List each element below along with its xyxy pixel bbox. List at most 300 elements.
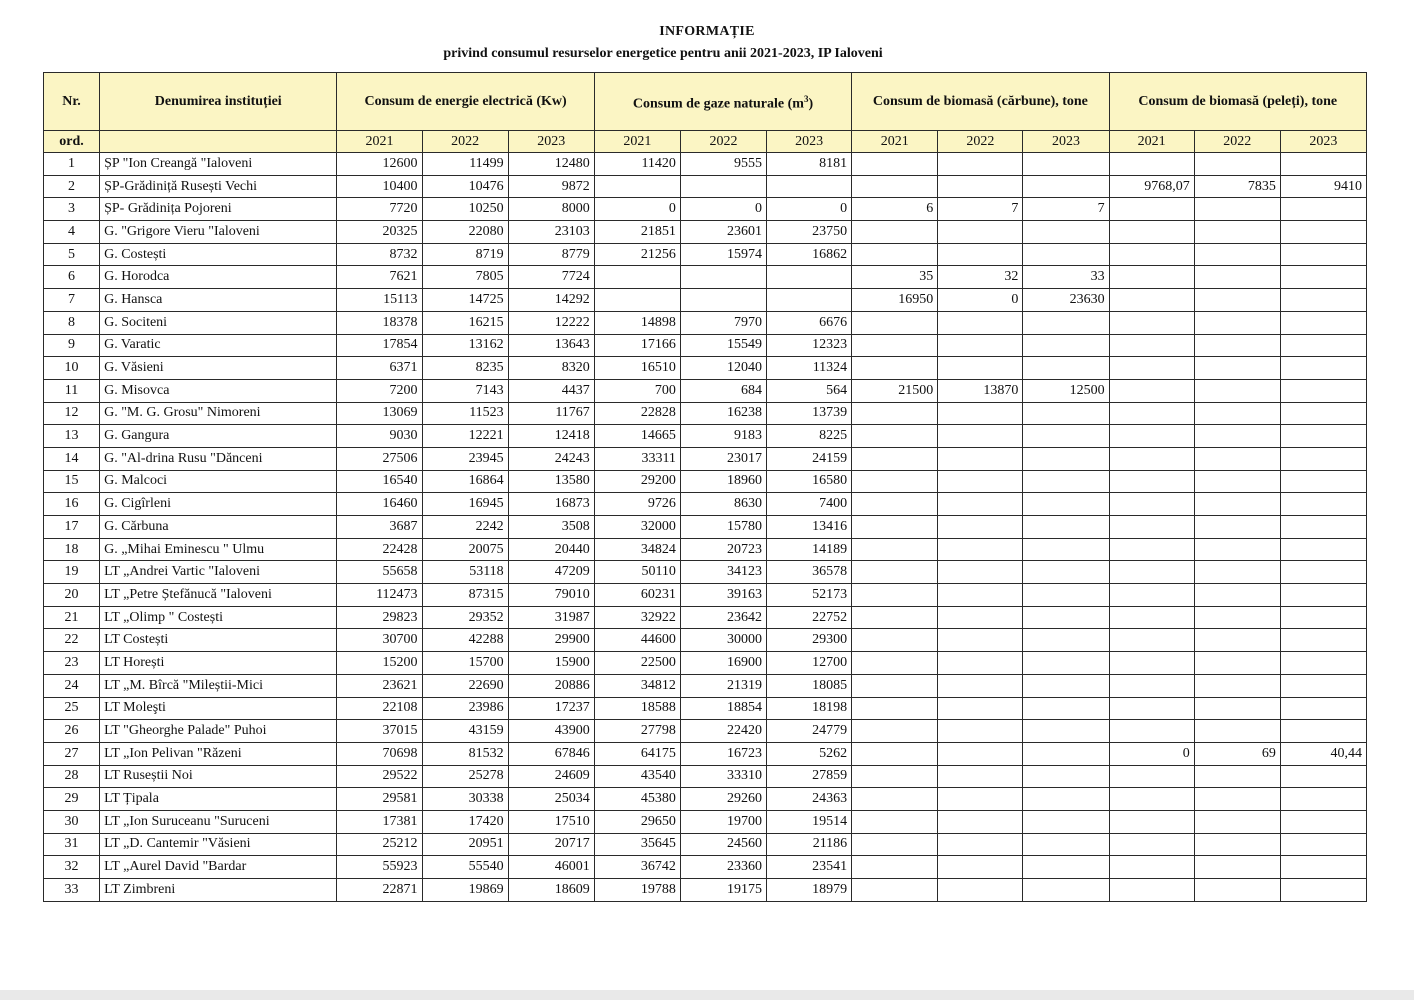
- row-number: 5: [44, 243, 100, 266]
- cell-gas-2022: 19175: [680, 879, 766, 902]
- cell-el-2023: 13643: [508, 334, 594, 357]
- year-coal-2021: 2021: [852, 131, 938, 153]
- cell-pel-2022: [1194, 470, 1280, 493]
- row-number: 32: [44, 856, 100, 879]
- cell-gas-2022: 16723: [680, 742, 766, 765]
- institution-name: LT „Ion Suruceanu "Suruceni: [100, 810, 337, 833]
- row-number: 14: [44, 447, 100, 470]
- cell-gas-2022: 15974: [680, 243, 766, 266]
- cell-el-2023: 12418: [508, 425, 594, 448]
- cell-el-2022: 16864: [422, 470, 508, 493]
- year-coal-2022: 2022: [938, 131, 1023, 153]
- row-number: 31: [44, 833, 100, 856]
- cell-el-2023: 24609: [508, 765, 594, 788]
- cell-coal-2021: [852, 221, 938, 244]
- cell-gas-2022: 20723: [680, 538, 766, 561]
- cell-el-2021: 16460: [337, 493, 422, 516]
- cell-el-2023: 12222: [508, 311, 594, 334]
- header-gas-sup: 3: [803, 93, 809, 104]
- cell-gas-2022: 34123: [680, 561, 766, 584]
- cell-el-2022: 23945: [422, 447, 508, 470]
- institution-name: ȘP-Grădiniță Rusești Vechi: [100, 175, 337, 198]
- table-row: [44, 606, 1367, 629]
- cell-coal-2023: [1023, 493, 1109, 516]
- cell-gas-2021: 34824: [594, 538, 680, 561]
- cell-coal-2023: [1023, 879, 1109, 902]
- scan-bottom-edge: [0, 990, 1414, 1000]
- institution-name: LT „Ion Pelivan "Răzeni: [100, 742, 337, 765]
- cell-gas-2023: 13416: [767, 516, 852, 539]
- cell-el-2021: 37015: [337, 720, 422, 743]
- cell-el-2022: 8719: [422, 243, 508, 266]
- cell-coal-2021: [852, 765, 938, 788]
- table-row: [44, 538, 1367, 561]
- cell-el-2022: 10250: [422, 198, 508, 221]
- cell-el-2021: 27506: [337, 447, 422, 470]
- cell-coal-2023: [1023, 221, 1109, 244]
- institution-name: LT Moleşti: [100, 697, 337, 720]
- cell-coal-2021: [852, 629, 938, 652]
- row-number: 30: [44, 810, 100, 833]
- cell-coal-2023: [1023, 175, 1109, 198]
- row-number: 9: [44, 334, 100, 357]
- cell-pel-2022: [1194, 584, 1280, 607]
- cell-gas-2023: 18979: [767, 879, 852, 902]
- cell-coal-2021: [852, 493, 938, 516]
- cell-gas-2023: 24363: [767, 788, 852, 811]
- cell-coal-2022: [938, 357, 1023, 380]
- cell-coal-2021: [852, 243, 938, 266]
- cell-gas-2022: [680, 289, 766, 312]
- cell-coal-2022: [938, 606, 1023, 629]
- row-number: 7: [44, 289, 100, 312]
- cell-el-2022: 55540: [422, 856, 508, 879]
- institution-name: G. Varatic: [100, 334, 337, 357]
- table-row: [44, 198, 1367, 221]
- cell-coal-2021: [852, 538, 938, 561]
- header-gas-end: ): [808, 96, 814, 112]
- cell-el-2021: 6371: [337, 357, 422, 380]
- cell-gas-2022: 9183: [680, 425, 766, 448]
- cell-el-2021: 30700: [337, 629, 422, 652]
- cell-gas-2022: 16238: [680, 402, 766, 425]
- cell-el-2023: 8779: [508, 243, 594, 266]
- cell-gas-2021: 19788: [594, 879, 680, 902]
- cell-gas-2023: 19514: [767, 810, 852, 833]
- cell-gas-2022: 23017: [680, 447, 766, 470]
- header-name-blank: [100, 131, 337, 153]
- cell-gas-2021: 700: [594, 379, 680, 402]
- cell-pel-2021: [1109, 652, 1194, 675]
- institution-name: LT „Aurel David "Bardar: [100, 856, 337, 879]
- cell-pel-2022: 69: [1194, 742, 1280, 765]
- cell-el-2021: 29522: [337, 765, 422, 788]
- table-row: [44, 243, 1367, 266]
- cell-pel-2021: [1109, 697, 1194, 720]
- row-number: 29: [44, 788, 100, 811]
- cell-el-2023: 17510: [508, 810, 594, 833]
- cell-coal-2023: 7: [1023, 198, 1109, 221]
- header-coal: Consum de biomasă (cărbune), tone: [852, 73, 1109, 131]
- cell-el-2022: 81532: [422, 742, 508, 765]
- cell-coal-2022: [938, 652, 1023, 675]
- cell-gas-2021: 36742: [594, 856, 680, 879]
- institution-name: G. Cărbuna: [100, 516, 337, 539]
- table-row: [44, 334, 1367, 357]
- cell-coal-2021: [852, 153, 938, 176]
- cell-coal-2021: [852, 584, 938, 607]
- cell-el-2021: 12600: [337, 153, 422, 176]
- cell-coal-2023: [1023, 357, 1109, 380]
- cell-gas-2021: 29200: [594, 470, 680, 493]
- cell-pel-2021: [1109, 879, 1194, 902]
- energy-consumption-table: [43, 72, 1367, 902]
- cell-gas-2021: 33311: [594, 447, 680, 470]
- cell-coal-2022: 13870: [938, 379, 1023, 402]
- cell-coal-2021: [852, 606, 938, 629]
- cell-el-2023: 20717: [508, 833, 594, 856]
- cell-pel-2021: [1109, 334, 1194, 357]
- row-number: 1: [44, 153, 100, 176]
- cell-pel-2023: [1280, 765, 1366, 788]
- cell-el-2022: 8235: [422, 357, 508, 380]
- cell-pel-2023: [1280, 153, 1366, 176]
- row-number: 11: [44, 379, 100, 402]
- row-number: 24: [44, 674, 100, 697]
- cell-pel-2021: [1109, 425, 1194, 448]
- cell-coal-2022: [938, 243, 1023, 266]
- cell-gas-2021: 60231: [594, 584, 680, 607]
- cell-el-2021: 29823: [337, 606, 422, 629]
- cell-coal-2023: [1023, 561, 1109, 584]
- cell-el-2023: 4437: [508, 379, 594, 402]
- cell-gas-2023: 29300: [767, 629, 852, 652]
- cell-el-2023: 20440: [508, 538, 594, 561]
- cell-pel-2023: [1280, 538, 1366, 561]
- institution-name: G. "M. G. Grosu" Nimoreni: [100, 402, 337, 425]
- cell-coal-2023: [1023, 833, 1109, 856]
- cell-el-2021: 22428: [337, 538, 422, 561]
- cell-gas-2023: 18085: [767, 674, 852, 697]
- cell-gas-2021: [594, 289, 680, 312]
- cell-el-2022: 13162: [422, 334, 508, 357]
- cell-gas-2021: 50110: [594, 561, 680, 584]
- cell-coal-2021: [852, 425, 938, 448]
- cell-el-2023: 9872: [508, 175, 594, 198]
- cell-coal-2022: [938, 742, 1023, 765]
- institution-name: G. "Al-drina Rusu "Dănceni: [100, 447, 337, 470]
- cell-el-2023: 13580: [508, 470, 594, 493]
- cell-gas-2022: 29260: [680, 788, 766, 811]
- cell-el-2023: 16873: [508, 493, 594, 516]
- year-gas-2021: 2021: [594, 131, 680, 153]
- cell-coal-2021: [852, 470, 938, 493]
- cell-gas-2021: [594, 266, 680, 289]
- year-el-2023: 2023: [508, 131, 594, 153]
- cell-pel-2023: 40,44: [1280, 742, 1366, 765]
- cell-el-2023: 25034: [508, 788, 594, 811]
- cell-gas-2021: [594, 175, 680, 198]
- cell-gas-2023: 27859: [767, 765, 852, 788]
- cell-el-2023: 23103: [508, 221, 594, 244]
- cell-pel-2021: [1109, 516, 1194, 539]
- cell-coal-2021: [852, 810, 938, 833]
- cell-el-2021: 7720: [337, 198, 422, 221]
- cell-pel-2022: [1194, 561, 1280, 584]
- cell-gas-2021: 29650: [594, 810, 680, 833]
- cell-el-2023: 46001: [508, 856, 594, 879]
- cell-gas-2021: 64175: [594, 742, 680, 765]
- table-row: [44, 175, 1367, 198]
- cell-pel-2023: [1280, 561, 1366, 584]
- cell-pel-2022: [1194, 516, 1280, 539]
- cell-gas-2022: 0: [680, 198, 766, 221]
- cell-coal-2021: [852, 697, 938, 720]
- year-gas-2022: 2022: [680, 131, 766, 153]
- cell-pel-2022: [1194, 493, 1280, 516]
- row-number: 19: [44, 561, 100, 584]
- cell-coal-2022: 32: [938, 266, 1023, 289]
- header-pellets: Consum de biomasă (peleți), tone: [1109, 73, 1366, 131]
- cell-coal-2022: [938, 833, 1023, 856]
- cell-el-2021: 3687: [337, 516, 422, 539]
- header-gas: [594, 73, 851, 131]
- cell-el-2023: 24243: [508, 447, 594, 470]
- cell-gas-2023: 24159: [767, 447, 852, 470]
- header-nr: Nr.: [44, 73, 100, 131]
- cell-gas-2023: 16580: [767, 470, 852, 493]
- cell-el-2023: 18609: [508, 879, 594, 902]
- cell-gas-2023: 18198: [767, 697, 852, 720]
- cell-pel-2023: [1280, 198, 1366, 221]
- cell-gas-2021: 34812: [594, 674, 680, 697]
- cell-coal-2021: [852, 652, 938, 675]
- cell-pel-2022: [1194, 674, 1280, 697]
- cell-coal-2023: [1023, 470, 1109, 493]
- cell-gas-2021: 32922: [594, 606, 680, 629]
- table-row: [44, 629, 1367, 652]
- cell-pel-2023: [1280, 357, 1366, 380]
- cell-el-2022: 2242: [422, 516, 508, 539]
- cell-coal-2023: [1023, 720, 1109, 743]
- cell-gas-2022: 16900: [680, 652, 766, 675]
- table-row: [44, 493, 1367, 516]
- cell-el-2023: 14292: [508, 289, 594, 312]
- year-pel-2021: 2021: [1109, 131, 1194, 153]
- institution-name: LT Horești: [100, 652, 337, 675]
- cell-el-2021: 18378: [337, 311, 422, 334]
- cell-gas-2022: 23642: [680, 606, 766, 629]
- cell-coal-2022: [938, 425, 1023, 448]
- cell-pel-2022: [1194, 198, 1280, 221]
- table-row: [44, 879, 1367, 902]
- cell-gas-2023: 7400: [767, 493, 852, 516]
- cell-pel-2022: [1194, 311, 1280, 334]
- cell-pel-2021: [1109, 153, 1194, 176]
- cell-gas-2023: 13739: [767, 402, 852, 425]
- cell-el-2022: 30338: [422, 788, 508, 811]
- cell-coal-2023: [1023, 402, 1109, 425]
- cell-pel-2022: [1194, 153, 1280, 176]
- cell-coal-2022: [938, 311, 1023, 334]
- cell-pel-2022: [1194, 334, 1280, 357]
- cell-coal-2023: [1023, 606, 1109, 629]
- row-number: 27: [44, 742, 100, 765]
- cell-coal-2022: 0: [938, 289, 1023, 312]
- cell-pel-2022: [1194, 788, 1280, 811]
- header-row: [44, 73, 1367, 131]
- cell-gas-2021: 11420: [594, 153, 680, 176]
- cell-coal-2021: 16950: [852, 289, 938, 312]
- cell-pel-2022: [1194, 856, 1280, 879]
- row-number: 20: [44, 584, 100, 607]
- cell-pel-2023: [1280, 402, 1366, 425]
- cell-gas-2021: 21851: [594, 221, 680, 244]
- cell-pel-2021: [1109, 765, 1194, 788]
- row-number: 4: [44, 221, 100, 244]
- cell-el-2021: 70698: [337, 742, 422, 765]
- cell-gas-2022: 18960: [680, 470, 766, 493]
- cell-gas-2023: 22752: [767, 606, 852, 629]
- cell-coal-2023: 12500: [1023, 379, 1109, 402]
- cell-gas-2021: 18588: [594, 697, 680, 720]
- cell-coal-2023: [1023, 652, 1109, 675]
- cell-el-2021: 23621: [337, 674, 422, 697]
- row-number: 16: [44, 493, 100, 516]
- table-row: [44, 652, 1367, 675]
- row-number: 26: [44, 720, 100, 743]
- cell-pel-2021: [1109, 470, 1194, 493]
- cell-el-2023: 15900: [508, 652, 594, 675]
- row-number: 2: [44, 175, 100, 198]
- cell-coal-2023: [1023, 311, 1109, 334]
- row-number: 15: [44, 470, 100, 493]
- cell-gas-2021: 43540: [594, 765, 680, 788]
- header-gas-text: Consum de gaze naturale (m: [632, 96, 804, 112]
- cell-el-2022: 14725: [422, 289, 508, 312]
- year-coal-2023: 2023: [1023, 131, 1109, 153]
- cell-el-2021: 10400: [337, 175, 422, 198]
- cell-el-2022: 20951: [422, 833, 508, 856]
- cell-pel-2023: [1280, 221, 1366, 244]
- cell-pel-2021: [1109, 493, 1194, 516]
- cell-coal-2023: [1023, 425, 1109, 448]
- table-row: [44, 402, 1367, 425]
- cell-el-2023: 8000: [508, 198, 594, 221]
- institution-name: LT „M. Bîrcă "Mileștii-Mici: [100, 674, 337, 697]
- cell-coal-2021: 6: [852, 198, 938, 221]
- institution-name: G. Horodca: [100, 266, 337, 289]
- cell-pel-2021: [1109, 243, 1194, 266]
- cell-coal-2023: [1023, 447, 1109, 470]
- table-row: [44, 584, 1367, 607]
- cell-gas-2022: 9555: [680, 153, 766, 176]
- cell-gas-2022: 15780: [680, 516, 766, 539]
- year-pel-2023: 2023: [1280, 131, 1366, 153]
- cell-el-2022: 7143: [422, 379, 508, 402]
- cell-coal-2022: [938, 697, 1023, 720]
- document-subtitle: privind consumul resurselor energetice pentru anii 2021-2023, IP Ialoveni: [443, 46, 883, 61]
- cell-pel-2022: [1194, 289, 1280, 312]
- table-row: [44, 379, 1367, 402]
- row-number: 23: [44, 652, 100, 675]
- institution-name: ȘP- Grădinița Pojoreni: [100, 198, 337, 221]
- table-row: [44, 425, 1367, 448]
- table-row: [44, 742, 1367, 765]
- cell-el-2022: 87315: [422, 584, 508, 607]
- cell-gas-2022: 23360: [680, 856, 766, 879]
- cell-gas-2023: 8225: [767, 425, 852, 448]
- cell-coal-2021: [852, 357, 938, 380]
- cell-pel-2023: [1280, 266, 1366, 289]
- cell-pel-2022: [1194, 810, 1280, 833]
- cell-pel-2022: [1194, 606, 1280, 629]
- cell-pel-2022: [1194, 629, 1280, 652]
- cell-el-2021: 55658: [337, 561, 422, 584]
- cell-coal-2021: [852, 674, 938, 697]
- cell-gas-2023: 14189: [767, 538, 852, 561]
- row-number: 12: [44, 402, 100, 425]
- cell-coal-2023: [1023, 153, 1109, 176]
- table-row: [44, 470, 1367, 493]
- cell-gas-2023: 5262: [767, 742, 852, 765]
- cell-pel-2023: [1280, 243, 1366, 266]
- cell-coal-2022: [938, 674, 1023, 697]
- cell-pel-2022: [1194, 266, 1280, 289]
- cell-pel-2022: [1194, 697, 1280, 720]
- institution-name: LT Costești: [100, 629, 337, 652]
- cell-coal-2022: [938, 153, 1023, 176]
- cell-pel-2023: [1280, 379, 1366, 402]
- cell-el-2022: 11499: [422, 153, 508, 176]
- institution-name: LT „Andrei Vartic "Ialoveni: [100, 561, 337, 584]
- cell-pel-2021: [1109, 538, 1194, 561]
- cell-pel-2021: [1109, 674, 1194, 697]
- cell-coal-2023: 23630: [1023, 289, 1109, 312]
- cell-coal-2023: [1023, 856, 1109, 879]
- cell-el-2021: 112473: [337, 584, 422, 607]
- cell-pel-2021: [1109, 629, 1194, 652]
- cell-coal-2023: [1023, 243, 1109, 266]
- cell-el-2023: 12480: [508, 153, 594, 176]
- table-row: [44, 289, 1367, 312]
- cell-el-2022: 11523: [422, 402, 508, 425]
- cell-el-2023: 3508: [508, 516, 594, 539]
- cell-pel-2021: [1109, 266, 1194, 289]
- cell-gas-2023: 23750: [767, 221, 852, 244]
- cell-el-2021: 8732: [337, 243, 422, 266]
- cell-el-2021: 13069: [337, 402, 422, 425]
- cell-el-2021: 22108: [337, 697, 422, 720]
- cell-gas-2022: [680, 175, 766, 198]
- cell-el-2022: 12221: [422, 425, 508, 448]
- cell-el-2023: 47209: [508, 561, 594, 584]
- cell-el-2022: 16945: [422, 493, 508, 516]
- cell-gas-2022: 39163: [680, 584, 766, 607]
- row-number: 10: [44, 357, 100, 380]
- table-row: [44, 561, 1367, 584]
- header-ord: ord.: [44, 131, 100, 153]
- institution-name: LT Zimbreni: [100, 879, 337, 902]
- cell-pel-2023: [1280, 788, 1366, 811]
- cell-pel-2023: [1280, 606, 1366, 629]
- cell-coal-2022: [938, 447, 1023, 470]
- cell-coal-2022: [938, 470, 1023, 493]
- row-number: 13: [44, 425, 100, 448]
- cell-pel-2023: [1280, 833, 1366, 856]
- cell-el-2021: 15113: [337, 289, 422, 312]
- institution-name: G. Malcoci: [100, 470, 337, 493]
